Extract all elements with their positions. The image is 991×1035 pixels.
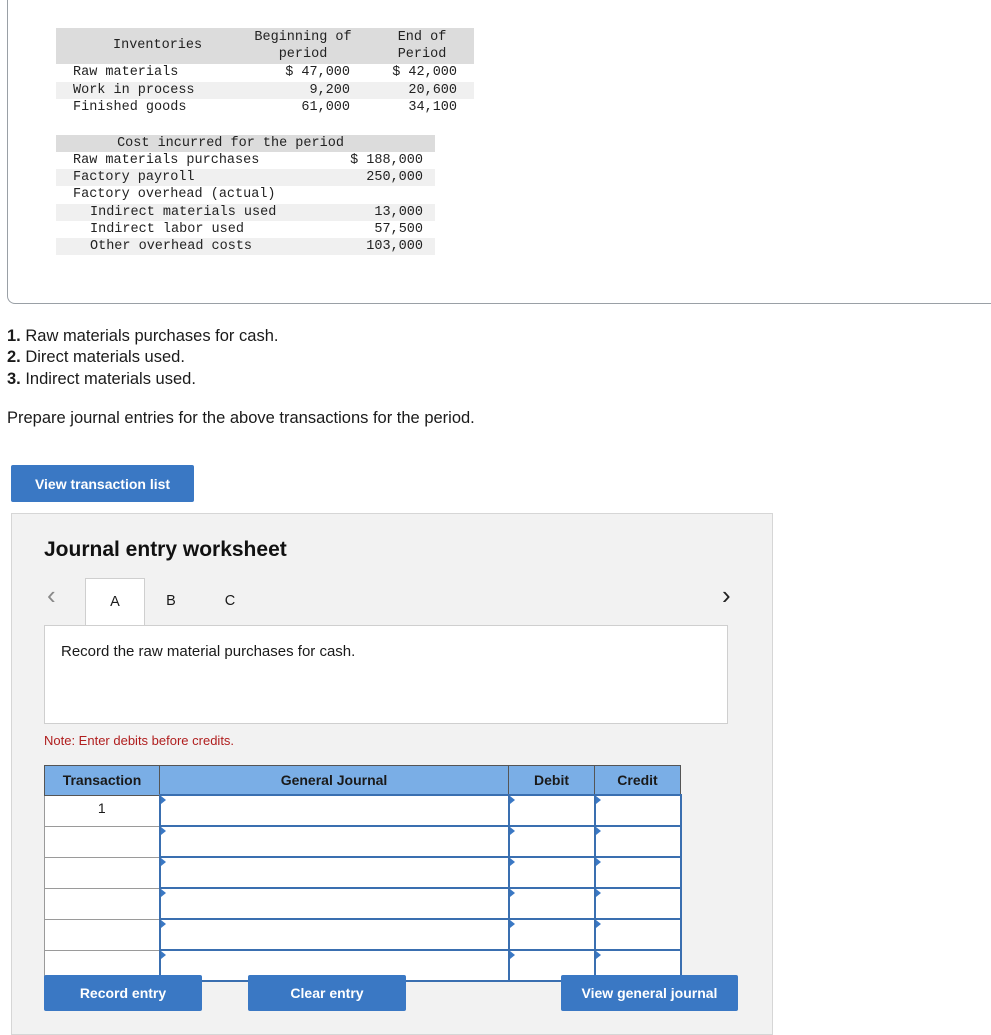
account-input[interactable] — [160, 919, 509, 950]
row-label: Factory overhead (actual) — [73, 187, 276, 203]
tab-a[interactable]: A — [85, 578, 145, 625]
account-input[interactable] — [160, 857, 509, 888]
tab-b[interactable]: B — [166, 593, 176, 609]
inventories-header — [56, 28, 474, 64]
table-row — [45, 919, 681, 950]
question-text: Raw materials purchases for cash. — [20, 327, 279, 345]
row-beginning: 61,000 — [301, 100, 350, 115]
row-value: 250,000 — [366, 170, 423, 186]
table-row — [56, 82, 474, 100]
transaction-cell — [45, 888, 160, 919]
row-label: Indirect labor used — [90, 221, 244, 237]
question-item — [7, 347, 278, 368]
question-number: 2. — [7, 348, 21, 367]
note-text: Note: Enter debits before credits. — [44, 733, 235, 748]
row-end: 34,100 — [408, 100, 457, 115]
table-row — [45, 888, 681, 919]
tab-c[interactable]: C — [224, 593, 236, 609]
row-end: 20,600 — [408, 82, 457, 98]
table-row — [56, 238, 435, 255]
account-input[interactable] — [160, 888, 509, 919]
question-text: Direct materials used. — [20, 348, 185, 367]
table-row — [56, 152, 435, 169]
journal-table — [44, 765, 682, 982]
transaction-cell — [45, 919, 160, 950]
row-label: Finished goods — [73, 100, 187, 115]
row-value: 57,500 — [374, 221, 423, 237]
view-transaction-list-button[interactable]: View transaction list — [11, 465, 194, 502]
table-row — [45, 857, 681, 888]
column-header-debit: Debit — [509, 766, 595, 796]
row-label: Other overhead costs — [90, 238, 253, 254]
question-item — [7, 326, 278, 347]
chevron-right-icon[interactable]: › — [722, 580, 731, 610]
row-beginning: 9,200 — [309, 82, 350, 98]
transaction-cell — [45, 857, 160, 888]
credit-input[interactable] — [595, 857, 681, 888]
instruction-text: Record the raw material purchases for cash. — [61, 643, 356, 660]
journal-header-row — [45, 766, 681, 796]
table-row — [56, 99, 474, 117]
costs-table — [56, 135, 435, 255]
table-row — [56, 186, 435, 203]
row-value: 103,000 — [366, 238, 423, 254]
instruction-box — [44, 625, 728, 724]
question-list — [7, 326, 278, 390]
row-value: $ 188,000 — [350, 153, 423, 168]
record-entry-button[interactable]: Record entry — [44, 975, 202, 1011]
row-label: Work in process — [73, 82, 195, 98]
table-row — [56, 221, 435, 238]
row-label: Raw materials purchases — [73, 153, 260, 168]
column-header-credit: Credit — [595, 766, 681, 796]
question-prompt: Prepare journal entries for the above transactions for the period. — [7, 409, 475, 427]
column-header-general-journal: General Journal — [160, 766, 509, 796]
credit-input[interactable] — [595, 888, 681, 919]
question-item — [7, 369, 278, 390]
row-value: 13,000 — [374, 204, 423, 220]
table-row — [56, 169, 435, 186]
row-label: Raw materials — [73, 65, 179, 80]
clear-entry-button[interactable]: Clear entry — [248, 975, 406, 1011]
row-end: $ 42,000 — [392, 65, 457, 80]
table-row — [56, 204, 435, 221]
worksheet-title: Journal entry worksheet — [44, 538, 287, 561]
inventories-header-label: Inventories — [113, 38, 203, 53]
debit-input[interactable] — [509, 795, 595, 826]
debit-input[interactable] — [509, 888, 595, 919]
chevron-left-icon[interactable]: ‹ — [47, 580, 56, 610]
row-beginning: $ 47,000 — [285, 65, 350, 80]
credit-input[interactable] — [595, 826, 681, 857]
table-row — [45, 826, 681, 857]
debit-input[interactable] — [509, 826, 595, 857]
column-header-transaction: Transaction — [45, 766, 160, 796]
end-header: End of Period — [397, 30, 447, 62]
account-input[interactable] — [160, 826, 509, 857]
transaction-cell: 1 — [45, 795, 160, 826]
journal-entry-worksheet — [11, 513, 773, 1035]
view-general-journal-button[interactable]: View general journal — [561, 975, 738, 1011]
transaction-cell — [45, 826, 160, 857]
row-label: Indirect materials used — [90, 204, 277, 220]
beginning-header: Beginning of period — [254, 30, 352, 62]
table-row — [45, 795, 681, 826]
costs-header: Cost incurred for the period — [56, 135, 435, 152]
debit-input[interactable] — [509, 857, 595, 888]
row-label: Factory payroll — [73, 170, 195, 186]
question-number: 1. — [7, 327, 21, 345]
question-text: Indirect materials used. — [20, 369, 196, 388]
credit-input[interactable] — [595, 919, 681, 950]
question-number: 3. — [7, 369, 21, 388]
account-input[interactable] — [160, 795, 509, 826]
credit-input[interactable] — [595, 795, 681, 826]
table-row — [56, 64, 474, 82]
debit-input[interactable] — [509, 919, 595, 950]
inventories-table — [56, 28, 474, 117]
